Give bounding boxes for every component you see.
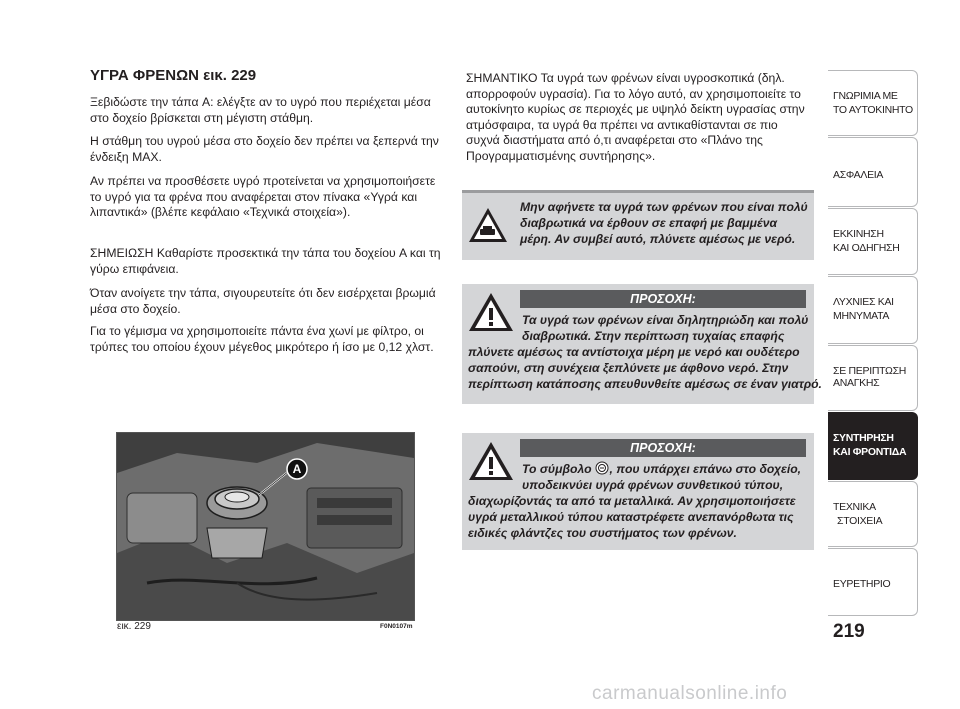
tab-label-line-1: ΣΥΝΤΗΡΗΣΗ: [833, 432, 894, 444]
tab-emergency[interactable]: [828, 345, 918, 411]
tab-technical-data[interactable]: [828, 481, 918, 547]
warning-1-line-2: διαβρωτικά. Στην περίπτωση τυχαίας επαφής: [522, 329, 785, 343]
warning-1-line-4: σαπούνι, στη συνέχεια ξεπλύνετε με άφθονο νερό. Στην: [468, 361, 789, 375]
warning-1-line-5: περίπτωση κατάποσης απευθυνθείτε αμέσως σε έναν γιατρό.: [468, 377, 822, 391]
watermark: carmanualsonline.info: [592, 683, 788, 704]
page-number: 219: [833, 621, 865, 642]
warning-2-text-after-symbol: , που υπάρχει επάνω στο δοχείο,: [609, 462, 802, 476]
tab-label-line-2: ΜΗΝΥΜΑΤΑ: [833, 310, 890, 322]
warning-2-text-before-symbol: Το σύμβολο: [522, 462, 592, 476]
paragraph-4: ΣΗΜΕΙΩΣΗ Καθαρίστε προσεκτικά την τάπα του δοχείου A και τη γύρω επιφάνεια.: [90, 246, 441, 276]
warning-1-line-3: πλύνετε αμέσως τα αντίστοιχα μέρη με νερό και ουδέτερο: [468, 345, 800, 359]
engine-bay-photo: [116, 432, 415, 621]
warning-2-line-2: υποδεικνύει υγρά φρένων συνθετικού τύπου,: [522, 478, 784, 492]
tab-label-line-2: ΤΟ ΑΥΤΟΚΙΝΗΤΟ: [833, 104, 913, 116]
tab-label-line-1: ΕΥΡΕΤΗΡΙΟ: [833, 578, 891, 590]
tab-getting-to-know[interactable]: [828, 70, 918, 136]
warning-1-header: ΠΡΟΣΟΧΗ:: [520, 290, 806, 308]
tab-starting-driving[interactable]: [828, 208, 918, 275]
tab-label-line-1: ΛΥΧΝΙΕΣ ΚΑΙ: [833, 296, 894, 308]
tab-label-line-2: ΣΤΟΙΧΕΙΑ: [837, 515, 883, 527]
caution-box: [462, 190, 814, 260]
tab-lights-messages[interactable]: [828, 276, 918, 344]
paragraph-6: Για το γέμισμα να χρησιμοποιείτε πάντα ένα χωνί με φίλτρο, οι τρύπες του οποίου έχουν μέγεθος μικρότερο ή ίσο με 0,12 χλστ.: [90, 324, 434, 354]
callout-label-a: A: [292, 462, 302, 476]
tab-label-line-1: ΑΣΦΑΛΕΙΑ: [833, 169, 884, 181]
car-paint-warning-icon: [468, 207, 508, 243]
section-title: ΥΓΡΑ ΦΡΕΝΩΝ εικ. 229: [90, 67, 257, 84]
tab-label-line-1: ΣΕ ΠΕΡΙΠΤΩΣΗ: [833, 365, 907, 377]
figure-code: F0N0107m: [380, 623, 413, 630]
tab-label-line-2: ΚΑΙ ΦΡΟΝΤΙΔΑ: [833, 446, 907, 458]
warning-box-1: [462, 284, 822, 404]
tab-label-line-2: ΚΑΙ ΟΔΗΓΗΣΗ: [833, 242, 900, 254]
tab-index[interactable]: [828, 548, 918, 616]
warning-2-line-3: διαχωρίζοντάς τα από τα μεταλλικά. Αν χρησιμοποιήσετε: [468, 494, 796, 508]
figure-caption: εικ. 229: [117, 621, 151, 632]
paragraph-5: Όταν ανοίγετε την τάπα, σιγουρευτείτε ότι δεν εισέρχεται βρωμιά μέσα στο δοχείο.: [90, 286, 436, 316]
paragraph-2: Η στάθμη του υγρού μέσα στο δοχείο δεν πρέπει να ξεπερνά την ένδειξη MAX.: [90, 134, 439, 164]
warning-triangle-icon: [468, 292, 514, 332]
warning-triangle-icon: [468, 441, 514, 481]
tab-label-line-1: ΤΕΧΝΙΚΑ: [833, 501, 876, 513]
engine-bay-illustration: [117, 433, 414, 620]
important-paragraph: ΣΗΜΑΝΤΙΚΟ Τα υγρά των φρένων είναι υγροσκοπικά (δηλ. απορροφούν υγρασία). Για το λόγο αυτό, αν χρησιμοποιείτε το αυτοκίνητο κυρίως σε περιοχές με υψηλό δείκτη υγρασίας στην ατμόσφαιρα, τα υγρά θα πρέπει να αντικαθίστανται σε πιο συχνά διαστήματα από ό,τι αναφέρεται στο «Πλάνο της Προγραμματισμένης συντήρησης».: [466, 71, 805, 163]
warning-box-2: [462, 433, 814, 550]
warning-2-line-4: υγρά μεταλλικού τύπου καταστρέφετε ανεπανόρθωτα τις: [468, 510, 794, 524]
tab-safety[interactable]: [828, 137, 918, 207]
tab-label-line-2: ΑΝΑΓΚΗΣ: [833, 377, 880, 389]
warning-2-line-5: ειδικές φλάντζες του συστήματος των φρένων.: [468, 526, 737, 540]
warning-2-header: ΠΡΟΣΟΧΗ:: [520, 439, 806, 457]
paragraph-1: Ξεβιδώστε την τάπα A: ελέγξτε αν το υγρό που περιέχεται μέσα στο δοχείο βρίσκεται στη μέγιστη στάθμη.: [90, 95, 431, 125]
tab-maintenance-care[interactable]: [828, 412, 918, 480]
caution-text: Μην αφήνετε τα υγρά των φρένων που είναι πολύ διαβρωτικά να έρθουν σε επαφή με βαμμένα μέρη. Αν συμβεί αυτό, πλύνετε αμέσως με νερό.: [520, 200, 808, 246]
tab-label-line-1: ΓΝΩΡΙΜΙΑ ΜΕ: [833, 90, 898, 102]
paragraph-3: Αν πρέπει να προσθέσετε υγρό προτείνεται να χρησιμοποιήσετε το υγρό για τα φρένα που αναφέρεται στον πίνακα «Υγρά και λιπαντικά» (βλέπε κεφάλαιο «Τεχνικά στοιχεία»).: [90, 174, 436, 219]
synthetic-brake-fluid-symbol-icon: [595, 461, 609, 475]
warning-2-line-1: [522, 461, 801, 477]
tab-label-line-1: ΕΚΚΙΝΗΣΗ: [833, 228, 884, 240]
warning-1-line-1: Τα υγρά των φρένων είναι δηλητηριώδη και πολύ: [522, 313, 809, 327]
